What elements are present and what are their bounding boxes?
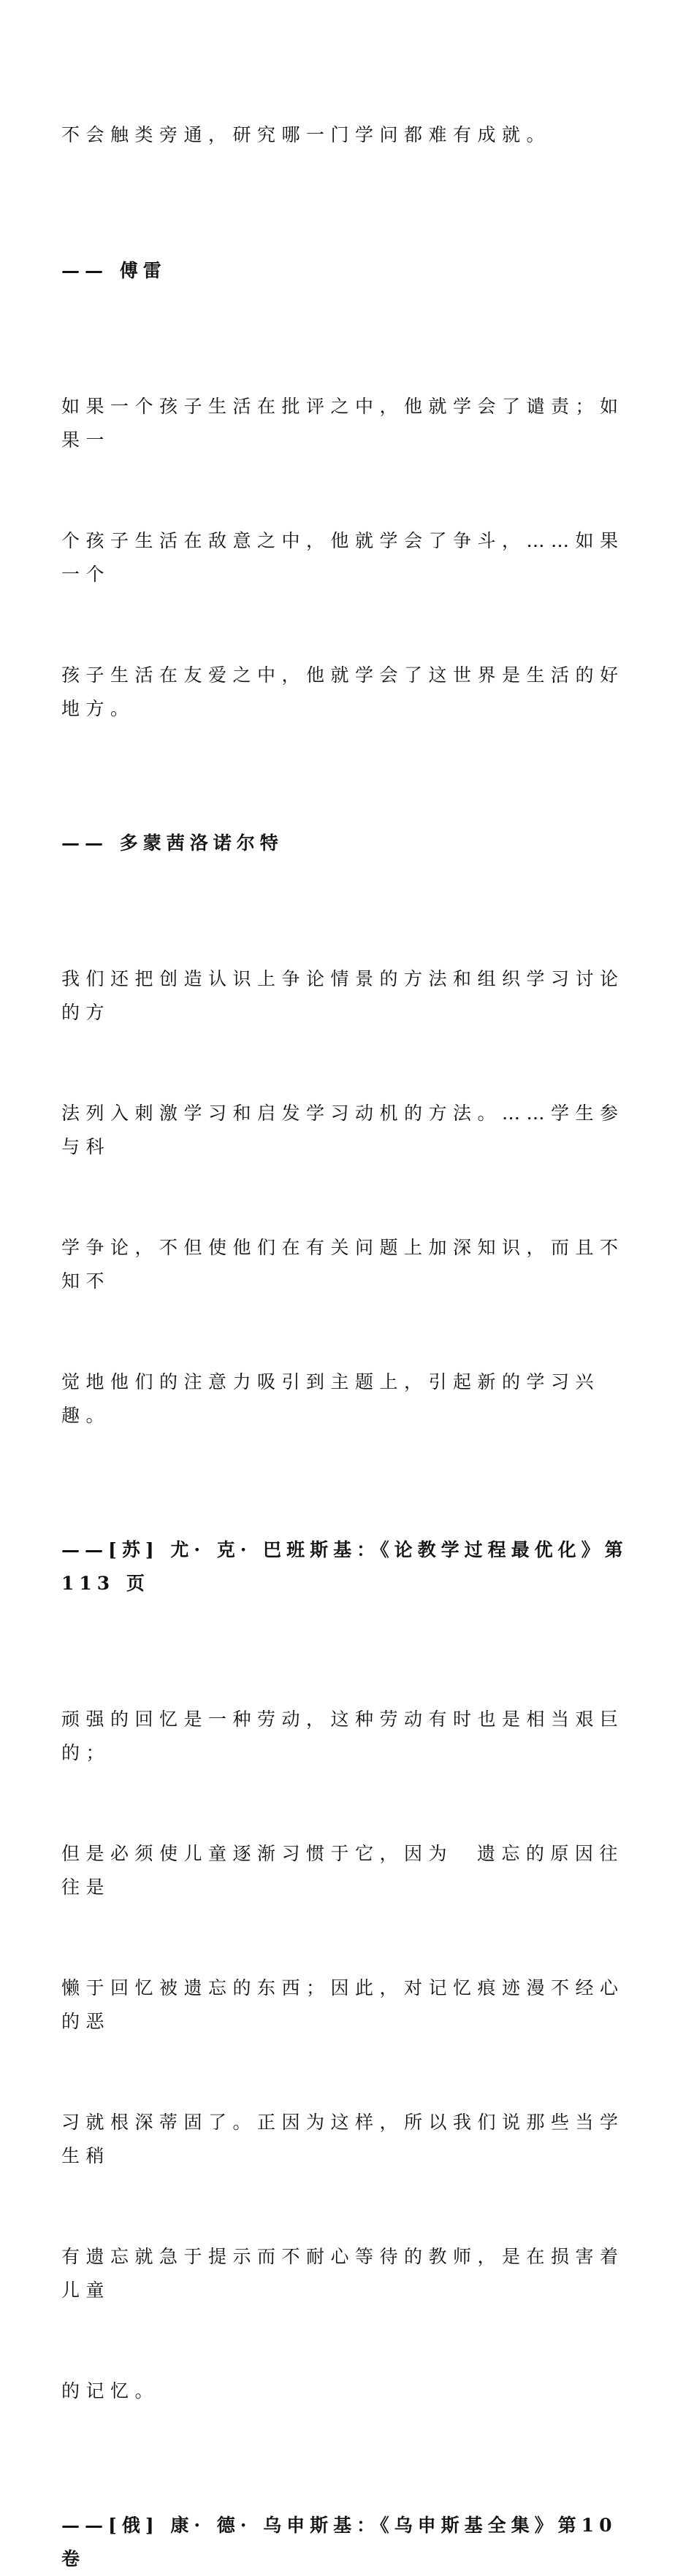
quote-line: 习就根深蒂固了。正因为这样，所以我们说那些当学生稍 [61,2112,625,2166]
quote-fu-lei [61,51,638,219]
attribution-babansky [61,1533,638,1601]
spacer [61,793,638,827]
quote-line: 不会触类旁通，研究哪一门学问都难有成就。 [61,124,552,145]
document-page [61,51,638,2576]
spacer [61,860,638,895]
quote-line: 有遗忘就急于提示而不耐心等待的教师，是在损害着儿童 [61,2246,625,2301]
attribution-ushinsky [61,2509,638,2576]
quote-child-environment [61,323,638,793]
quote-line: 懒于回忆被遗忘的东西；因此，对记忆痕迹漫不经心的恶 [61,1977,625,2032]
attribution-nolte [61,827,638,860]
attribution-line: ——[苏] 尤· 克· 巴班斯基：《论教学过程最优化》第 [61,1539,628,1560]
quote-line: 觉地他们的注意力吸引到主题上，引起新的学习兴趣。 [61,1371,600,1426]
quote-ushinsky [61,1636,638,2475]
attribution-line: —— 多蒙茜洛诺尔特 [61,832,283,854]
quote-babansky [61,895,638,1500]
spacer [61,1601,638,1636]
spacer [61,219,638,254]
attribution-line: —— 傅雷 [61,260,167,281]
quote-line: 顽强的回忆是一种劳动，这种劳动有时也是相当艰巨的； [61,1709,625,1763]
quote-line: 我们还把创造认识上争论情景的方法和组织学习讨论的方 [61,968,625,1023]
quote-line: 的记忆。 [61,2380,160,2401]
attribution-line: 113 页 [61,1573,150,1594]
quote-line: 如果一个孩子生活在批评之中，他就学会了谴责；如果一 [61,396,625,451]
quote-line: 孩子生活在友爱之中，他就学会了这世界是生活的好地方。 [61,664,625,719]
quote-line: 学争论，不但使他们在有关问题上加深知识，而且不知不 [61,1237,625,1292]
attribution-line: ——[俄] 康· 德· 乌申斯基：《乌申斯基全集》第10卷 [61,2515,617,2569]
quote-line: 法列入刺激学习和启发学习动机的方法。……学生参与科 [61,1103,625,1157]
attribution-fu-lei [61,254,638,288]
spacer [61,2475,638,2509]
quote-line: 个孩子生活在敌意之中，他就学会了争斗，……如果一个 [61,530,625,585]
quote-line: 但是必须使儿童逐渐习惯于它，因为 遗忘的原因往往是 [61,1843,624,1898]
spacer [61,1500,638,1533]
spacer [61,288,638,323]
